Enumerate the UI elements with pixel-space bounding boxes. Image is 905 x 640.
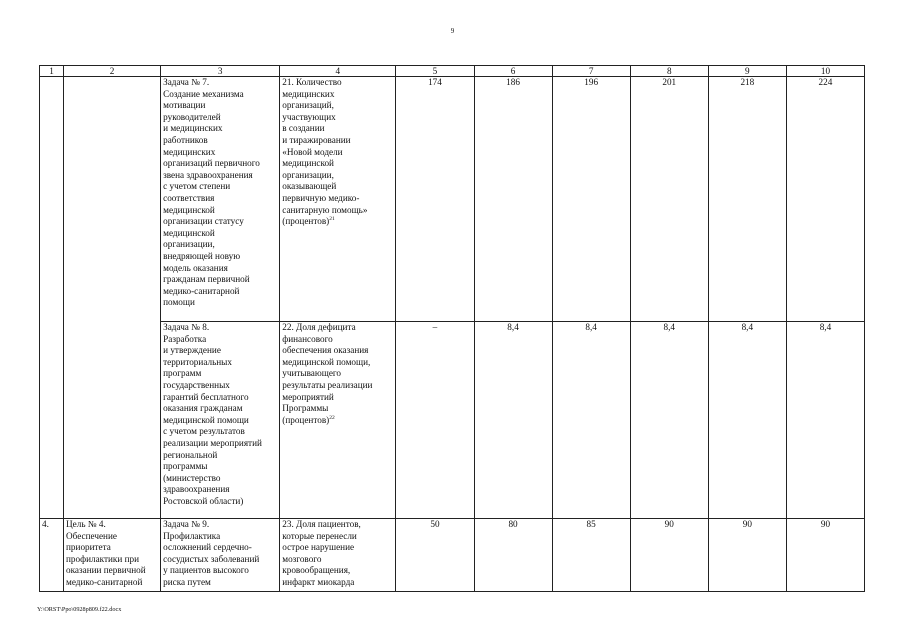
task-cell: Задача № 7. Создание механизма мотивации руководителей и медицинских работников медицинских организаций первичного звена здравоохранения с учетом степени соответствия медицинской организации статусу медицинской организации, внедряющей новую модель оказания гражданам первичной медико-санитарной помощи <box>161 77 280 322</box>
task-cell: Задача № 9. Профилактика осложнений сердечно- сосудистых заболеваний у пациентов высокого риска путем <box>161 519 280 592</box>
indicator-text: 23. Доля пациентов, которые перенесли острое нарушение мозгового кровообращения, инфаркт миокарда <box>282 519 361 587</box>
indicator-table <box>39 65 865 592</box>
value-cell: 90 <box>708 519 786 592</box>
task-cell: Задача № 8. Разработка и утверждение территориальных программ государственных гарантий бесплатного оказания гражданам медицинской помощи с учетом результатов реализации мероприятий региональной программы (министерство здравоохранения Ростовской области) <box>161 322 280 519</box>
value-cell: 85 <box>552 519 630 592</box>
value-cell: 186 <box>474 77 552 322</box>
table-row <box>40 322 865 519</box>
row-number-cell <box>40 77 64 519</box>
header-row <box>40 66 865 77</box>
value-cell: 50 <box>396 519 474 592</box>
indicator-cell <box>280 322 396 519</box>
value-cell: 90 <box>786 519 864 592</box>
value-cell: 201 <box>630 77 708 322</box>
header-cell: 7 <box>552 66 630 77</box>
indicator-cell <box>280 519 396 592</box>
header-cell: 8 <box>630 66 708 77</box>
row-number-cell: 4. <box>40 519 64 592</box>
header-cell: 5 <box>396 66 474 77</box>
header-cell: 6 <box>474 66 552 77</box>
table-row <box>40 77 865 322</box>
value-cell: 8,4 <box>708 322 786 519</box>
goal-cell <box>64 77 161 519</box>
table-row <box>40 519 865 592</box>
value-cell: 218 <box>708 77 786 322</box>
value-cell: 196 <box>552 77 630 322</box>
value-cell: 8,4 <box>786 322 864 519</box>
file-path-footer: Y:\ORST\Ppo\0928p809.f22.docx <box>37 606 122 613</box>
value-cell: 8,4 <box>552 322 630 519</box>
header-cell: 1 <box>40 66 64 77</box>
indicator-text: 21. Количество медицинских организаций, участвующих в создании и тиражировании «Новой модели медицинской организации, оказывающей первичную медико- санитарную помощь» (процентов) <box>282 77 368 227</box>
value-cell: 8,4 <box>630 322 708 519</box>
indicator-cell <box>280 77 396 322</box>
value-cell: 80 <box>474 519 552 592</box>
header-cell: 2 <box>64 66 161 77</box>
value-cell: 8,4 <box>474 322 552 519</box>
header-cell: 10 <box>786 66 864 77</box>
value-cell: – <box>396 322 474 519</box>
header-cell: 9 <box>708 66 786 77</box>
value-cell: 224 <box>786 77 864 322</box>
goal-cell: Цель № 4. Обеспечение приоритета профилактики при оказании первичной медико-санитарной <box>64 519 161 592</box>
header-cell: 3 <box>161 66 280 77</box>
value-cell: 174 <box>396 77 474 322</box>
page-number: 9 <box>450 27 455 35</box>
header-cell: 4 <box>280 66 396 77</box>
value-cell: 90 <box>630 519 708 592</box>
footnote-marker: 22 <box>329 414 335 421</box>
footnote-marker: 21 <box>329 216 335 223</box>
indicator-text: 22. Доля дефицита финансового обеспечения оказания медицинской помощи, учитывающего результаты реализации мероприятий Программы (процентов) <box>282 322 373 425</box>
